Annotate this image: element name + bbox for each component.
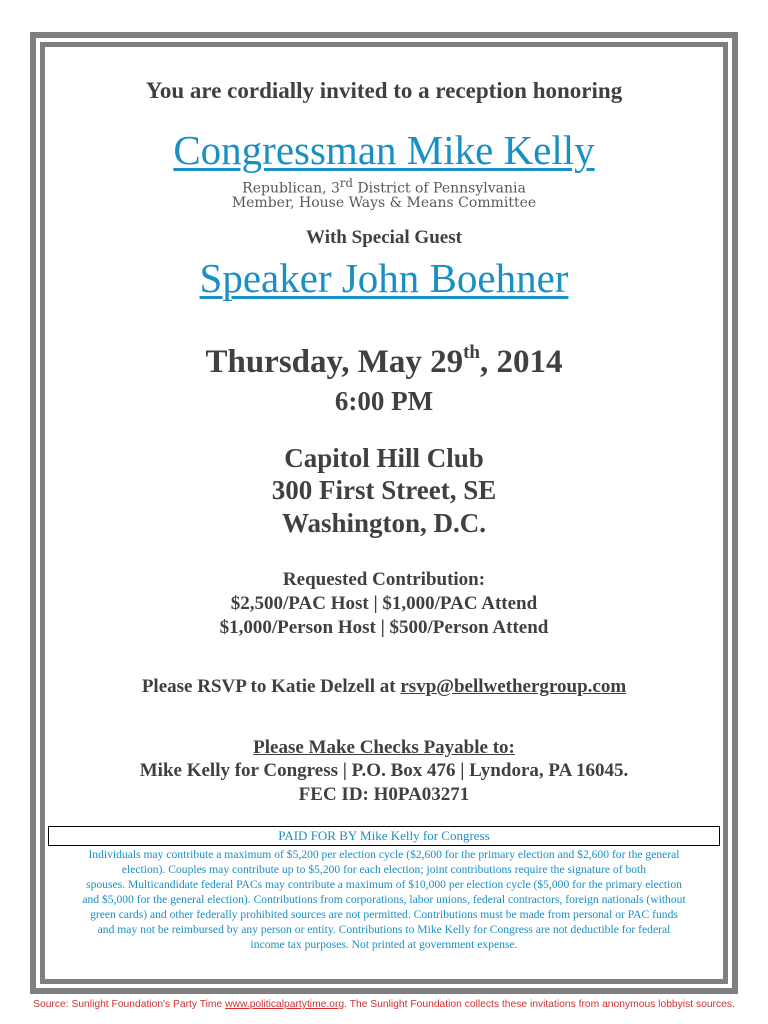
paid-for-box: PAID FOR BY Mike Kelly for Congress <box>48 826 720 846</box>
venue-city: Washington, D.C. <box>281 508 487 538</box>
legal-disclaimer <box>50 847 718 952</box>
checks-address: Mike Kelly for Congress | P.O. Box 476 | Lyndora, PA 16045. <box>139 760 629 781</box>
source-footer <box>0 999 768 1010</box>
district-ordinal: rd <box>339 176 353 190</box>
date-post: , 2014 <box>480 344 563 380</box>
rsvp-line <box>40 676 728 698</box>
disclaimer-line: election). Couples may contribute up to $5,200 for each election; joint contributions require the signature of both <box>121 863 647 876</box>
honoree-committee: Member, House Ways & Means Committee <box>231 195 537 211</box>
intro-line: You are cordially invited to a reception honoring <box>145 78 623 103</box>
date-pre: Thursday, May 29 <box>205 344 464 380</box>
date-ordinal: th <box>463 342 481 363</box>
honoree-name: Congressman Mike Kelly <box>173 127 595 173</box>
special-guest-name: Speaker John Boehner <box>199 255 569 301</box>
district-text-post: District of Pennsylvania <box>352 180 526 197</box>
contribution-person: $1,000/Person Host | $500/Person Attend <box>219 617 549 638</box>
contribution-label: Requested Contribution: <box>282 569 486 590</box>
venue-name: Capitol Hill Club <box>284 443 484 473</box>
special-guest-label: With Special Guest <box>306 227 462 248</box>
venue-street: 300 First Street, SE <box>271 475 497 505</box>
source-text-post: . The Sunlight Foundation collects these invitations from anonymous lobbyist sources. <box>344 999 735 1010</box>
event-date <box>40 342 728 381</box>
disclaimer-line: spouses. Multicandidate federal PACs may contribute a maximum of $10,000 per election cycle ($5,000 for the primary election <box>86 878 682 891</box>
contribution-pac: $2,500/PAC Host | $1,000/PAC Attend <box>230 593 538 614</box>
honoree-district <box>40 176 728 197</box>
disclaimer-line: income tax purposes. Not printed at government expense. <box>250 938 518 951</box>
checks-label: Please Make Checks Payable to: <box>253 737 515 758</box>
source-text-pre: Source: Sunlight Foundation's Party Time <box>33 999 226 1010</box>
rsvp-email-link[interactable]: rsvp@bellwethergroup.com <box>400 676 627 697</box>
disclaimer-line: green cards) and other federally prohibited sources are not permitted. Contributions must be made from personal or PAC funds <box>90 908 678 921</box>
disclaimer-line: and may not be reimbursed by any person or entity. Contributions to Mike Kelly for Congress are not deductible for federal <box>97 923 671 936</box>
disclaimer-line: Individuals may contribute a maximum of $5,200 per election cycle ($2,600 for the primary election and $2,600 for the general <box>88 848 680 861</box>
event-time: 6:00 PM <box>334 386 434 416</box>
fec-id: FEC ID: H0PA03271 <box>298 784 470 805</box>
source-link[interactable]: www.politicalpartytime.org <box>225 999 345 1010</box>
rsvp-text: Please RSVP to Katie Delzell at <box>141 676 401 697</box>
disclaimer-line: and $5,000 for the general election). Contributions from corporations, labor unions, federal contractors, foreign nationals (without <box>82 893 686 906</box>
district-text-pre: Republican, 3 <box>242 180 340 197</box>
